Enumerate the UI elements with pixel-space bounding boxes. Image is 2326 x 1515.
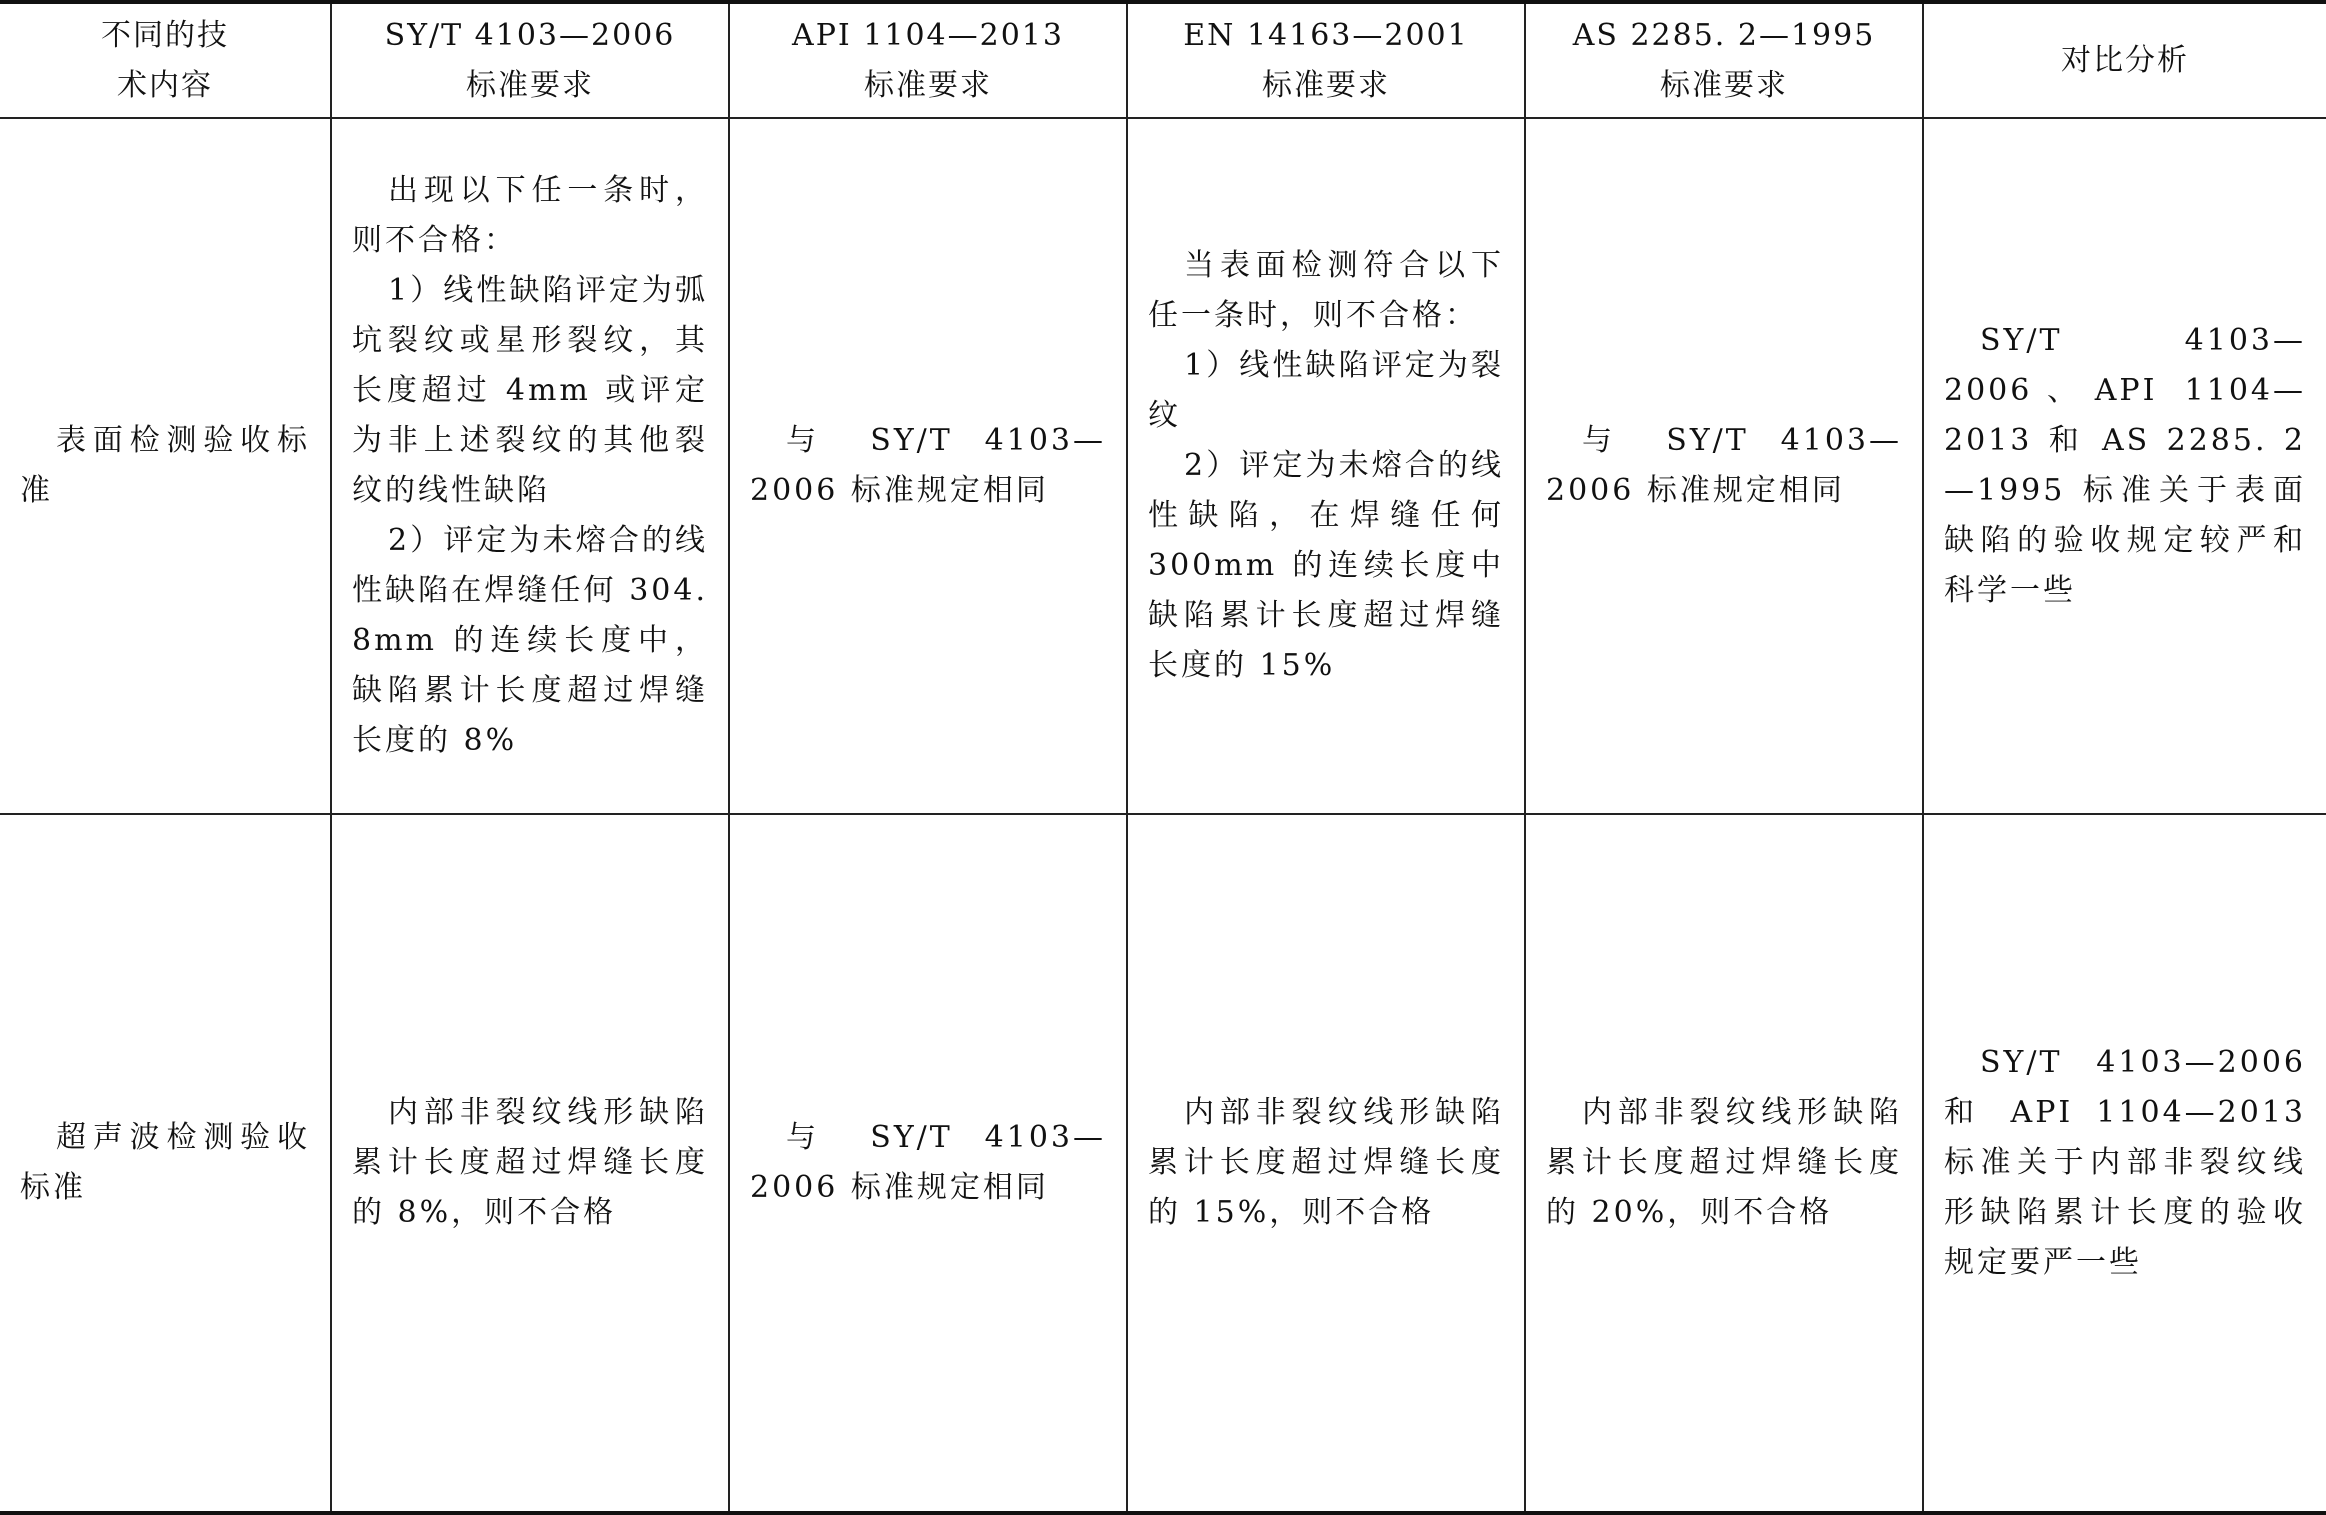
table-row (0, 118, 2326, 814)
table-header-row (0, 2, 2326, 118)
cell-api-ultrasonic: 与 SY/T 4103—2006 标准规定相同 (729, 814, 1127, 1513)
header-comparison-analysis: 对比分析 (1923, 2, 2326, 118)
row-label-ultrasonic-inspection: 超声波检测验收标准 (0, 814, 331, 1513)
cell-as-surface: 与 SY/T 4103—2006 标准规定相同 (1525, 118, 1923, 814)
header-as-2285: AS 2285. 2—1995 标准要求 (1525, 2, 1923, 118)
cell-as-ultrasonic: 内部非裂纹线形缺陷累计长度超过焊缝长度的 20%，则不合格 (1525, 814, 1923, 1513)
cell-analysis-surface: SY/T 4103—2006、API 1104—2013 和 AS 2285. 2—1995 标准关于表面缺陷的验收规定较严和科学一些 (1923, 118, 2326, 814)
row-label-surface-inspection: 表面检测验收标准 (0, 118, 331, 814)
cell-analysis-ultrasonic: SY/T 4103—2006 和 API 1104—2013 标准关于内部非裂纹线形缺陷累计长度的验收规定要严一些 (1923, 814, 2326, 1513)
header-sy-t-4103: SY/T 4103—2006 标准要求 (331, 2, 729, 118)
header-en-14163: EN 14163—2001 标准要求 (1127, 2, 1525, 118)
header-technical-content: 不同的技 术内容 (0, 2, 331, 118)
cell-sy-surface: 出现以下任一条时，则不合格： 1）线性缺陷评定为弧坑裂纹或星形裂纹，其长度超过 4mm 或评定为非上述裂纹的其他裂纹的线性缺陷 2）评定为未熔合的线性缺陷在焊缝任何 304. 8mm 的连续长度中，缺陷累计长度超过焊缝长度的 8% (331, 118, 729, 814)
cell-sy-ultrasonic: 内部非裂纹线形缺陷累计长度超过焊缝长度的 8%，则不合格 (331, 814, 729, 1513)
table-row (0, 814, 2326, 1513)
cell-en-ultrasonic: 内部非裂纹线形缺陷累计长度超过焊缝长度的 15%，则不合格 (1127, 814, 1525, 1513)
header-api-1104: API 1104—2013 标准要求 (729, 2, 1127, 118)
cell-api-surface: 与 SY/T 4103—2006 标准规定相同 (729, 118, 1127, 814)
cell-en-surface: 当表面检测符合以下任一条时，则不合格： 1）线性缺陷评定为裂纹 2）评定为未熔合的线性缺陷，在焊缝任何 300mm 的连续长度中缺陷累计长度超过焊缝长度的 15% (1127, 118, 1525, 814)
